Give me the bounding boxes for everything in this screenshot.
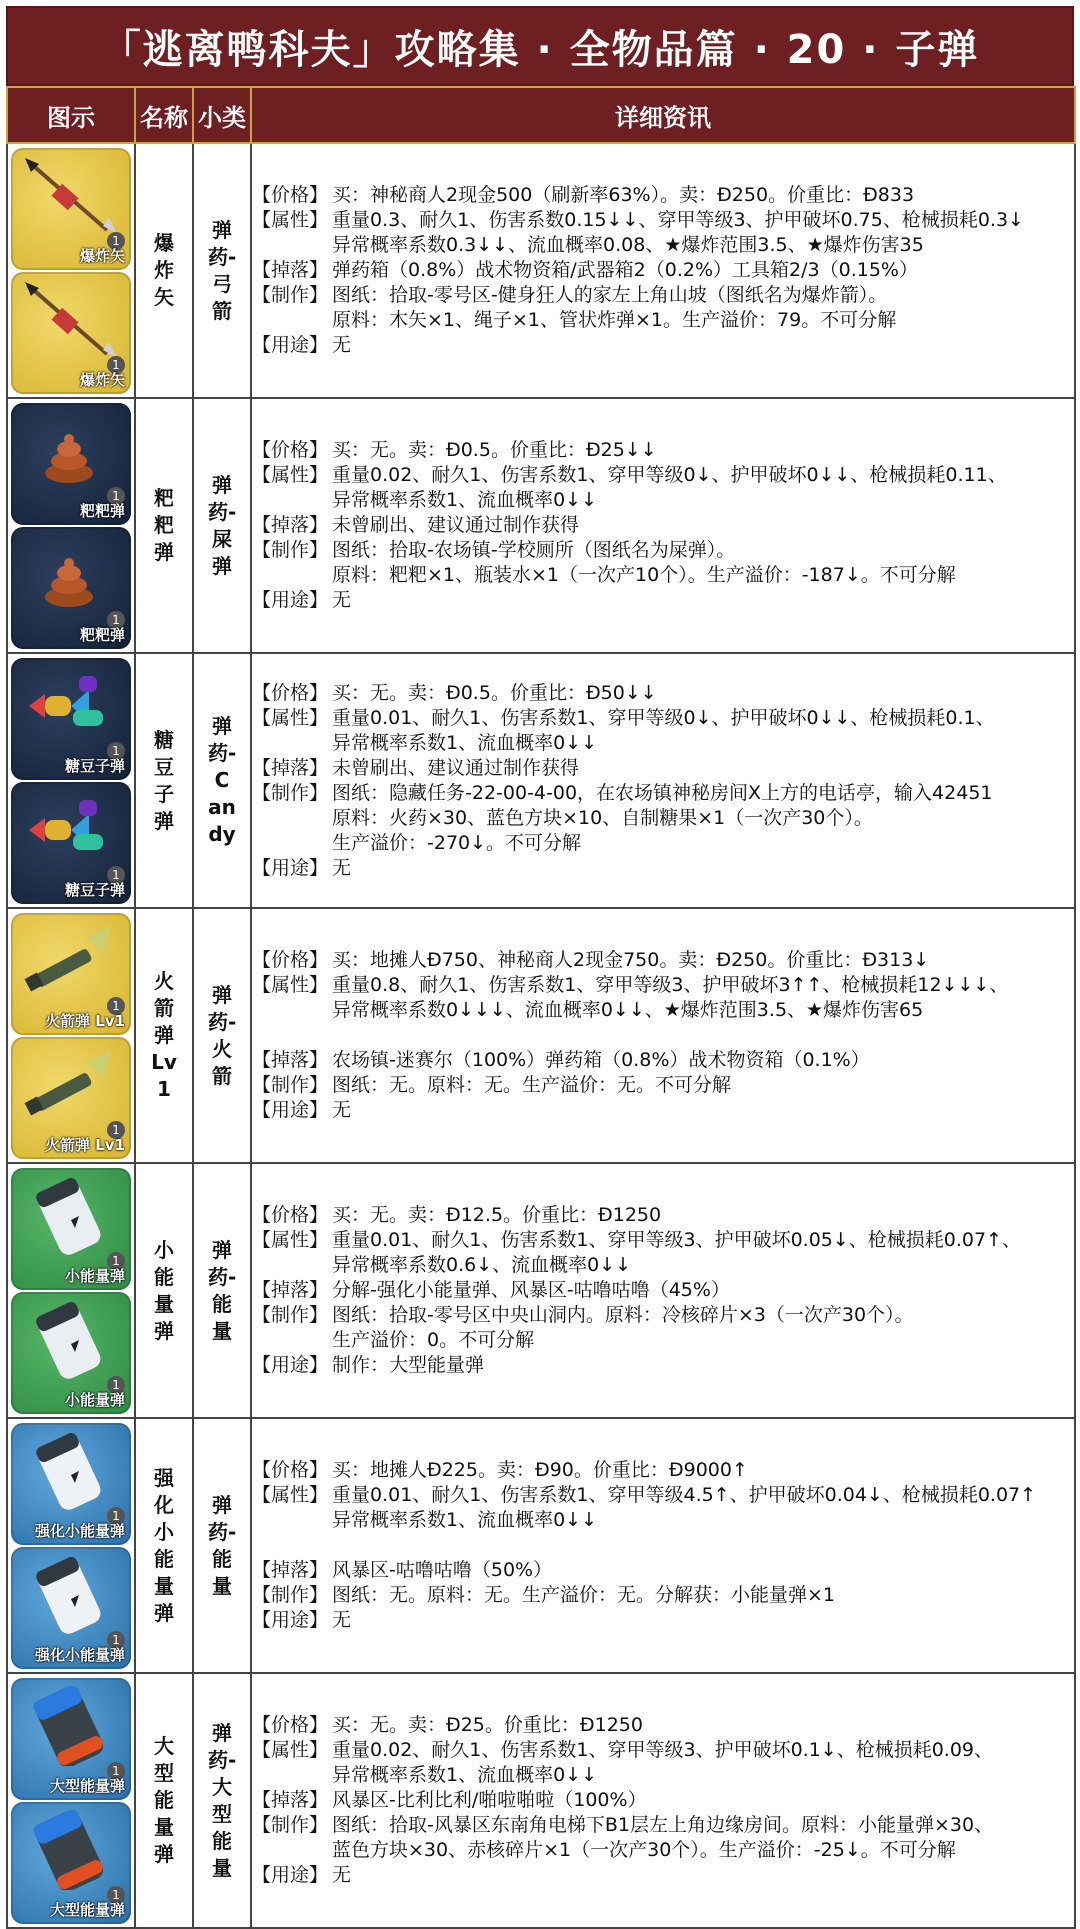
item-card [11, 1547, 131, 1669]
detail-line-attr [252, 973, 1074, 998]
detail-line-use [252, 1608, 1074, 1633]
item-image-cell [7, 143, 135, 398]
detail-value-craft: 图纸：无。原料：无。生产溢价：无。不可分解 [332, 1074, 732, 1096]
detail-line-use [252, 856, 1074, 881]
detail-label-price: 【价格】 [252, 184, 329, 206]
item-subtype: 弹药-屎弹 [208, 472, 237, 578]
detail-line-attr [252, 208, 1074, 233]
detail-value-attr: 重量0.01、耐久1、伤害系数1、穿甲等级3、护甲破坏0.05↓、枪械损耗0.07↑、 [332, 1229, 1022, 1251]
detail-line-craft [252, 781, 1074, 806]
detail-line-drop [252, 1048, 1074, 1073]
detail-continuation-craft: 原料：火药×30、蓝色方块×10、自制糖果×1（一次产30个）。 [332, 806, 873, 829]
item-card [11, 1678, 131, 1800]
detail-value-price: 买：无。卖：Đ12.5。价重比：Đ1250 [332, 1204, 662, 1226]
item-card [11, 527, 131, 649]
item-subtype-cell [193, 1418, 251, 1673]
arrow-icon [19, 280, 119, 360]
detail-value-use: 无 [332, 334, 352, 356]
detail-label-attr: 【属性】 [252, 1229, 329, 1251]
item-detail-cell [251, 1163, 1075, 1418]
item-caption: 糖豆子弹 [64, 880, 125, 899]
item-name-cell [135, 398, 193, 653]
detail-line-attr [252, 1228, 1074, 1253]
item-name-cell [135, 1673, 193, 1928]
detail-label-price: 【价格】 [252, 1204, 329, 1226]
item-name: 大型能量弹 [154, 1734, 174, 1866]
detail-value-use: 无 [332, 1099, 352, 1121]
page-title: 「逃离鸭科夫」攻略集 · 全物品篇 · 20 · 子弹 [6, 6, 1074, 86]
detail-continuation-attr: 异常概率系数1、流血概率0↓↓ [332, 1509, 598, 1531]
item-subtype-cell [193, 1163, 251, 1418]
item-caption: 爆炸矢 [79, 370, 125, 389]
detail-label-drop: 【掉落】 [252, 1279, 329, 1301]
item-name: 小能量弹 [154, 1237, 174, 1343]
detail-line-drop [252, 1788, 1074, 1813]
detail-label-craft: 【制作】 [252, 1074, 329, 1096]
detail-label-attr: 【属性】 [252, 1739, 329, 1761]
detail-continuation-attr: 异常概率系数0.6↓、流血概率0↓↓ [332, 1254, 632, 1276]
item-detail-cell [251, 398, 1075, 653]
detail-line-use [252, 1863, 1074, 1888]
item-caption: 粑粑弹 [79, 501, 125, 520]
detail-value-use: 无 [332, 1609, 352, 1631]
spacer [252, 1533, 1074, 1558]
detail-value-attr: 重量0.01、耐久1、伤害系数1、穿甲等级4.5↑、护甲破坏0.04↓、枪械损耗0.07↑ [332, 1484, 1037, 1506]
item-image-stack [8, 656, 134, 906]
item-name: 粑粑弹 [154, 486, 174, 564]
detail-continuation-craft: 原料：木矢×1、绳子×1、管状炸弹×1。生产溢价：79。不可分解 [332, 309, 897, 331]
spacer [252, 1023, 1074, 1048]
item-card [11, 148, 131, 270]
item-caption: 小能量弹 [64, 1390, 125, 1409]
detail-value-use: 无 [332, 856, 352, 879]
detail-label-use: 【用途】 [252, 1864, 329, 1886]
item-subtype-cell [193, 653, 251, 908]
item-image-cell [7, 398, 135, 653]
detail-label-drop: 【掉落】 [252, 514, 329, 536]
detail-line-drop [252, 756, 1074, 781]
detail-label-use: 【用途】 [252, 334, 329, 356]
item-card [11, 1423, 131, 1545]
item-subtype-cell [193, 398, 251, 653]
detail-label-drop: 【掉落】 [252, 259, 329, 281]
detail-label-drop: 【掉落】 [252, 756, 329, 779]
detail-line-attr [252, 463, 1074, 488]
detail-label-craft: 【制作】 [252, 539, 329, 561]
item-image-cell [7, 1163, 135, 1418]
detail-line-craft [252, 538, 1074, 563]
item-image-stack [8, 401, 134, 651]
table-row [7, 1673, 1075, 1928]
item-card [11, 782, 131, 904]
item-count-badge: 1 [107, 611, 125, 629]
rocket-icon [19, 921, 119, 1001]
detail-continuation-attr: 异常概率系数1、流血概率0↓↓ [332, 1764, 598, 1786]
item-caption: 小能量弹 [64, 1266, 125, 1285]
detail-continuation-craft: 生产溢价：-270↓。不可分解 [332, 831, 582, 854]
detail-label-craft: 【制作】 [252, 1584, 329, 1606]
detail-label-drop: 【掉落】 [252, 1049, 329, 1071]
table-row [7, 908, 1075, 1163]
detail-label-price: 【价格】 [252, 681, 329, 704]
arrow-icon [19, 156, 119, 236]
item-subtype: 弹药-能量 [208, 1492, 237, 1598]
detail-value-price: 买：神秘商人2现金500（刷新率63%）。卖：Đ250。价重比：Đ833 [332, 184, 915, 206]
item-caption: 爆炸矢 [79, 246, 125, 265]
item-caption: 火箭弹 Lv1 [45, 1135, 125, 1154]
detail-label-price: 【价格】 [252, 1714, 329, 1736]
detail-line-price [252, 438, 1074, 463]
energy-cell-icon [19, 1300, 119, 1380]
detail-line-craft [252, 283, 1074, 308]
item-subtype: 弹药-能量 [208, 1237, 237, 1343]
detail-label-craft: 【制作】 [252, 1304, 329, 1326]
detail-value-drop: 风暴区-咕噜咕噜（50%） [332, 1559, 553, 1581]
detail-line-drop [252, 513, 1074, 538]
detail-value-use: 无 [332, 589, 352, 611]
item-detail-cell [251, 1673, 1075, 1928]
item-subtype: 弹药-弓箭 [208, 217, 237, 323]
detail-value-craft: 图纸：拾取-农场镇-学校厕所（图纸名为屎弹）。 [332, 539, 736, 561]
item-card [11, 658, 131, 780]
item-count-badge: 1 [107, 487, 125, 505]
item-count-badge: 1 [107, 742, 125, 760]
detail-continuation-attr: 异常概率系数0↓↓↓、流血概率0↓↓、★爆炸范围3.5、★爆炸伤害65 [332, 999, 924, 1021]
detail-line-attr [252, 706, 1074, 731]
items-table [6, 86, 1076, 1929]
detail-value-attr: 重量0.8、耐久1、伤害系数1、穿甲等级3、护甲破坏3↑↑、枪械损耗12↓↓↓、 [332, 974, 1009, 996]
detail-line-use [252, 333, 1074, 358]
header-name: 名称 [135, 87, 193, 143]
item-subtype-cell [193, 908, 251, 1163]
item-image-stack [8, 1166, 134, 1416]
item-image-cell [7, 1418, 135, 1673]
item-count-badge: 1 [107, 1252, 125, 1270]
item-count-badge: 1 [107, 1886, 125, 1904]
large-energy-icon [19, 1810, 119, 1890]
detail-label-drop: 【掉落】 [252, 1789, 329, 1811]
item-caption: 火箭弹 Lv1 [45, 1011, 125, 1030]
item-name-cell [135, 653, 193, 908]
detail-label-craft: 【制作】 [252, 1814, 329, 1836]
header-sub: 小类 [193, 87, 251, 143]
detail-continuation-craft: 原料：粑粑×1、瓶装水×1（一次产10个）。生产溢价：-187↓。不可分解 [332, 564, 956, 586]
detail-value-price: 买：无。卖：Đ0.5。价重比：Đ25↓↓ [332, 439, 657, 461]
detail-line-price [252, 1458, 1074, 1483]
detail-label-use: 【用途】 [252, 589, 329, 611]
item-caption: 大型能量弹 [49, 1900, 125, 1919]
item-count-badge: 1 [107, 232, 125, 250]
item-image-cell [7, 908, 135, 1163]
table-row [7, 653, 1075, 908]
header-image: 图示 [7, 87, 135, 143]
item-detail-cell [251, 653, 1075, 908]
detail-value-craft: 图纸：无。原料：无。生产溢价：无。分解获：小能量弹×1 [332, 1584, 836, 1606]
detail-value-attr: 重量0.01、耐久1、伤害系数1、穿甲等级0↓、护甲破坏0↓↓、枪械损耗0.1、 [332, 706, 995, 729]
table-row [7, 1163, 1075, 1418]
item-image-stack [8, 911, 134, 1161]
table-row [7, 398, 1075, 653]
detail-label-use: 【用途】 [252, 1609, 329, 1631]
detail-line-price [252, 183, 1074, 208]
item-card [11, 1037, 131, 1159]
item-image-cell [7, 1673, 135, 1928]
detail-line-craft [252, 1583, 1074, 1608]
detail-value-drop: 弹药箱（0.8%）战术物资箱/武器箱2（0.2%）工具箱2/3（0.15%） [332, 259, 918, 281]
energy-cell-icon [19, 1555, 119, 1635]
detail-value-drop: 农场镇-迷赛尔（100%）弹药箱（0.8%）战术物资箱（0.1%） [332, 1049, 870, 1071]
large-energy-icon [19, 1686, 119, 1766]
detail-line-use [252, 1353, 1074, 1378]
item-card [11, 403, 131, 525]
item-card [11, 1292, 131, 1414]
detail-continuation-attr: 异常概率系数1、流血概率0↓↓ [332, 731, 598, 754]
detail-value-drop: 未曾刷出、建议通过制作获得 [332, 756, 580, 779]
detail-value-drop: 分解-强化小能量弹、风暴区-咕噜咕噜（45%） [332, 1279, 730, 1301]
poop-icon [19, 411, 119, 491]
detail-label-attr: 【属性】 [252, 706, 329, 729]
detail-label-use: 【用途】 [252, 1099, 329, 1121]
detail-label-attr: 【属性】 [252, 209, 329, 231]
item-subtype: 弹药-火箭 [208, 982, 237, 1088]
item-card [11, 1168, 131, 1290]
detail-line-price [252, 1203, 1074, 1228]
item-count-badge: 1 [107, 866, 125, 884]
poop-icon [19, 535, 119, 615]
detail-value-attr: 重量0.02、耐久1、伤害系数1、穿甲等级3、护甲破坏0.1↓、枪械损耗0.09、 [332, 1739, 994, 1761]
detail-value-use: 无 [332, 1864, 352, 1886]
detail-value-craft: 图纸：拾取-风暴区东南角电梯下B1层左上角边缘房间。原料：小能量弹×30、 [332, 1814, 994, 1836]
item-detail-cell [251, 143, 1075, 398]
item-image-stack [8, 1676, 134, 1926]
item-name: 火箭弹Lv1 [151, 969, 177, 1101]
item-name-cell [135, 908, 193, 1163]
item-card [11, 272, 131, 394]
detail-value-drop: 未曾刷出、建议通过制作获得 [332, 514, 580, 536]
detail-value-use: 制作：大型能量弹 [332, 1354, 485, 1376]
item-caption: 粑粑弹 [79, 625, 125, 644]
item-name: 糖豆子弹 [154, 727, 174, 833]
detail-value-attr: 重量0.3、耐久1、伤害系数0.15↓↓、穿甲等级3、护甲破坏0.75、枪械损耗0.3↓ [332, 209, 1024, 231]
detail-label-craft: 【制作】 [252, 781, 329, 804]
detail-line-drop [252, 1278, 1074, 1303]
detail-continuation-attr: 异常概率系数0.3↓↓、流血概率0.08、★爆炸范围3.5、★爆炸伤害35 [332, 234, 924, 256]
candy-icon [19, 666, 119, 746]
item-subtype: 弹药-大型能量 [208, 1720, 237, 1880]
detail-label-price: 【价格】 [252, 439, 329, 461]
detail-line-price [252, 1713, 1074, 1738]
detail-line-craft [252, 1303, 1074, 1328]
item-name-cell [135, 1418, 193, 1673]
detail-line-craft [252, 1073, 1074, 1098]
item-count-badge: 1 [107, 997, 125, 1015]
detail-line-use [252, 1098, 1074, 1123]
item-count-badge: 1 [107, 1507, 125, 1525]
item-image-cell [7, 653, 135, 908]
detail-value-price: 买：地摊人Đ750、神秘商人2现金750。卖：Đ250。价重比：Đ313↓ [332, 949, 930, 971]
detail-label-price: 【价格】 [252, 949, 329, 971]
detail-label-drop: 【掉落】 [252, 1559, 329, 1581]
item-detail-cell [251, 908, 1075, 1163]
detail-value-price: 买：无。卖：Đ25。价重比：Đ1250 [332, 1714, 643, 1736]
detail-value-craft: 图纸：隐藏任务-22-00-4-00，在农场镇神秘房间X上方的电话亭，输入42451 [332, 781, 993, 804]
detail-value-price: 买：无。卖：Đ0.5。价重比：Đ50↓↓ [332, 681, 657, 704]
detail-line-use [252, 588, 1074, 613]
energy-cell-icon [19, 1176, 119, 1256]
item-name: 爆炸矢 [154, 231, 174, 309]
table-row [7, 143, 1075, 398]
table-row [7, 1418, 1075, 1673]
detail-line-price [252, 681, 1074, 706]
item-caption: 强化小能量弹 [34, 1521, 125, 1540]
detail-continuation-craft: 蓝色方块×30、赤核碎片×1（一次产30个）。生产溢价：-25↓。不可分解 [332, 1839, 956, 1861]
detail-value-attr: 重量0.02、耐久1、伤害系数1、穿甲等级0↓、护甲破坏0↓↓、枪械损耗0.11、 [332, 464, 1007, 486]
detail-value-price: 买：地摊人Đ225。卖：Đ90。价重比：Đ9000↑ [332, 1459, 748, 1481]
item-count-badge: 1 [107, 1762, 125, 1780]
detail-continuation-attr: 异常概率系数1、流血概率0↓↓ [332, 489, 598, 511]
energy-cell-icon [19, 1431, 119, 1511]
detail-label-price: 【价格】 [252, 1459, 329, 1481]
item-card [11, 913, 131, 1035]
item-subtype-cell [193, 1673, 251, 1928]
detail-line-attr [252, 1738, 1074, 1763]
detail-line-price [252, 948, 1074, 973]
item-name: 强化小能量弹 [154, 1465, 174, 1625]
detail-continuation-craft: 生产溢价：0。不可分解 [332, 1329, 535, 1351]
detail-label-attr: 【属性】 [252, 464, 329, 486]
table-header-row [7, 87, 1075, 143]
item-count-badge: 1 [107, 1376, 125, 1394]
detail-line-craft [252, 1813, 1074, 1838]
candy-icon [19, 790, 119, 870]
detail-value-drop: 风暴区-比利比利/啪啦啪啦（100%） [332, 1789, 647, 1811]
item-count-badge: 1 [107, 1121, 125, 1139]
detail-value-craft: 图纸：拾取-零号区中央山洞内。原料：冷核碎片×3（一次产30个）。 [332, 1304, 914, 1326]
detail-label-use: 【用途】 [252, 856, 329, 879]
detail-label-attr: 【属性】 [252, 1484, 329, 1506]
item-name-cell [135, 1163, 193, 1418]
item-name-cell [135, 143, 193, 398]
detail-label-use: 【用途】 [252, 1354, 329, 1376]
item-subtype-cell [193, 143, 251, 398]
item-subtype: 弹药-Candy [208, 714, 237, 846]
item-count-badge: 1 [107, 1631, 125, 1649]
detail-line-drop [252, 258, 1074, 283]
item-caption: 大型能量弹 [49, 1776, 125, 1795]
item-caption: 强化小能量弹 [34, 1645, 125, 1664]
rocket-icon [19, 1045, 119, 1125]
item-detail-cell [251, 1418, 1075, 1673]
item-card [11, 1802, 131, 1924]
detail-line-attr [252, 1483, 1074, 1508]
detail-value-craft: 图纸：拾取-零号区-健身狂人的家左上角山坡（图纸名为爆炸箭）。 [332, 284, 888, 306]
detail-line-drop [252, 1558, 1074, 1583]
item-caption: 糖豆子弹 [64, 756, 125, 775]
item-image-stack [8, 1421, 134, 1671]
detail-label-attr: 【属性】 [252, 974, 329, 996]
header-detail: 详细资讯 [251, 87, 1075, 143]
item-image-stack [8, 146, 134, 396]
detail-label-craft: 【制作】 [252, 284, 329, 306]
item-count-badge: 1 [107, 356, 125, 374]
